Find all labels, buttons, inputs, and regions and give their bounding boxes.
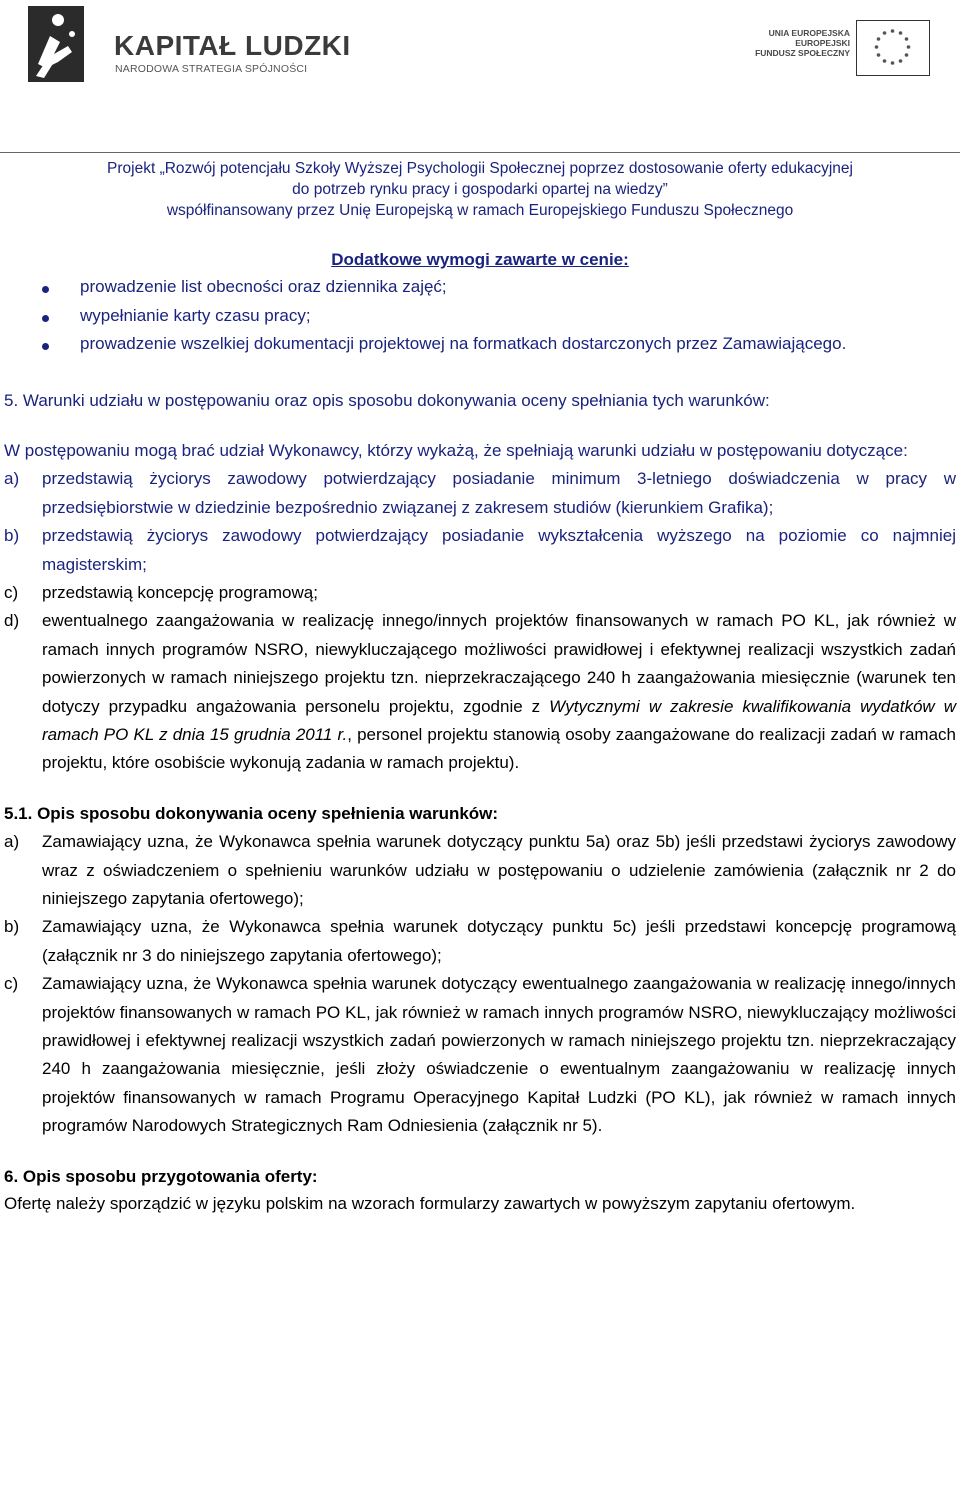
bullet-icon [42, 286, 49, 293]
eu-logo [750, 10, 940, 80]
list-item-text-end: , personel projektu stanowią osoby zaangażowane do realizacji zadań w ramach projektu, które osobiście wykonują zadania w ramach projektu). [42, 724, 956, 773]
project-line-2: do potrzeb rynku pracy i gospodarki opartej na wiedzy” [292, 181, 668, 198]
list-item-label: b) [4, 526, 20, 546]
list-item-label: a) [4, 832, 20, 852]
list-item-text: ewentualnego zaangażowania w realizację innego/innych projektów finansowanych w ramach PO KL, jak również w ramach innych programów NSRO, niewykluczającego możliwości prawidłowej i efektywnej realizacji wszystkich zadań powierzonych w ramach niniejszego projektu tzn. nieprzekraczającego 240 h zaangażowania miesięcznie (warunek ten dotyczy przypadku angażowania personelu projektu, zgodnie z [42, 611, 956, 716]
list-item-label: b) [4, 917, 20, 937]
list-item [4, 913, 956, 970]
list-item-text: Zamawiający uzna, że Wykonawca spełnia warunek dotyczący punktu 5a) oraz 5b) jeśli przedstawi życiorys zawodowy wraz z oświadczeniem o spełnieniu warunków udziału w postępowaniu o udzielenie zamówienia (załącznik nr 2 do niniejszego zapytania ofertowego); [42, 832, 956, 908]
kapital-ludzki-logo [28, 6, 351, 86]
list-item-text: przedstawią życiorys zawodowy potwierdzający posiadanie minimum 3-letniego doświadczenia w pracy w przedsiębiorstwie w dziedzinie bezpośrednio związanej z zakresem studiów (kierunkiem Grafika); [42, 469, 956, 517]
project-line-3: współfinansowany przez Unię Europejską w ramach Europejskiego Funduszu Społecznego [166, 202, 794, 219]
list-item [4, 330, 956, 359]
logo-left-subtitle: NARODOWA STRATEGIA SPÓJNOŚCI [115, 63, 308, 75]
list-item [4, 465, 956, 522]
section-6-text: Ofertę należy sporządzić w języku polskim na wzorach formularzy zawartych w powyższym zapytaniu ofertowym. [4, 1194, 856, 1214]
document-body [4, 250, 956, 1217]
list-item-text: przedstawią koncepcję programową; [42, 582, 318, 602]
list-item-label: c) [4, 974, 19, 994]
project-header [0, 158, 960, 221]
eu-logo-line2: EUROPEJSKI [795, 38, 850, 48]
list-item-italic-reference: Wytycznymi w zakresie kwalifikowania wydatków w ramach PO KL z dnia 15 grudnia 2011 r. [42, 696, 956, 744]
list-item [4, 273, 956, 302]
list-item [4, 302, 956, 331]
list-item-text: prowadzenie list obecności oraz dziennika zajęć; [80, 277, 447, 296]
list-item [4, 970, 956, 1140]
section-6-heading: 6. Opis sposobu przygotowania oferty: [4, 1166, 318, 1186]
list-item-text: wypełnianie karty czasu pracy; [80, 305, 311, 325]
extra-requirements-heading: Dodatkowe wymogi zawarte w cenie: [331, 250, 629, 269]
section-5-intro: W postępowaniu mogą brać udział Wykonawcy, którzy wykażą, że spełniają warunki udziału w postępowaniu dotyczące: [4, 440, 908, 460]
list-item-label: c) [4, 582, 19, 602]
list-item [4, 828, 956, 913]
list-item-label: a) [4, 469, 20, 489]
bullet-icon [42, 315, 49, 322]
kapital-ludzki-emblem-icon [28, 6, 84, 82]
list-item [4, 522, 956, 579]
eu-logo-line3: FUNDUSZ SPOŁECZNY [755, 48, 850, 58]
list-item-text: przedstawią życiorys zawodowy potwierdzający posiadanie wykształcenia wyższego na poziomie co najmniej magisterskim; [42, 526, 956, 574]
list-item [4, 579, 956, 607]
list-item-text: Zamawiający uzna, że Wykonawca spełnia warunek dotyczący ewentualnego zaangażowania w realizację innego/innych projektów finansowanych w ramach PO KL, jak również w ramach innych programów NSRO, niewykluczający możliwości prawidłowej i efektywnej realizacji wszystkich zadań powierzonych w ramach niniejszego projektu tzn. nieprzekraczający 240 h zaangażowania miesięcznie, jeśli złoży oświadczenie o ewentualnym zaangażowaniu w realizację innych projektów finansowanych w ramach Programu Operacyjnego Kapitał Ludzki (PO KL), jak również w ramach innych programów Narodowych Strategicznych Ram Odniesienia (załącznik nr 5). [42, 974, 956, 1136]
logo-left-title: KAPITAŁ LUDZKI [114, 30, 351, 61]
list-item-text: Zamawiający uzna, że Wykonawca spełnia warunek dotyczący punktu 5c) jeśli przedstawi koncepcję programową (załącznik nr 3 do niniejszego zapytania ofertowego); [42, 917, 956, 965]
list-item [4, 607, 956, 777]
eu-flag-icon [856, 20, 930, 76]
section-5-heading: 5. Warunki udziału w postępowaniu oraz opis sposobu dokonywania oceny spełniania tych warunków: [4, 390, 770, 410]
eu-logo-text [750, 28, 850, 58]
section-5-1-heading: 5.1. Opis sposobu dokonywania oceny spełnienia warunków: [4, 803, 499, 823]
project-line-1: Projekt „Rozwój potencjału Szkoły Wyższej Psychologii Społecznej poprzez dostosowanie oferty edukacyjnej [107, 160, 853, 177]
list-item-label: d) [4, 611, 20, 631]
list-item-text: prowadzenie wszelkiej dokumentacji projektowej na formatkach dostarczonych przez Zamawiającego. [80, 334, 847, 353]
bullet-icon [42, 343, 49, 350]
eu-logo-line1: UNIA EUROPEJSKA [768, 28, 850, 38]
header-divider [0, 152, 960, 153]
